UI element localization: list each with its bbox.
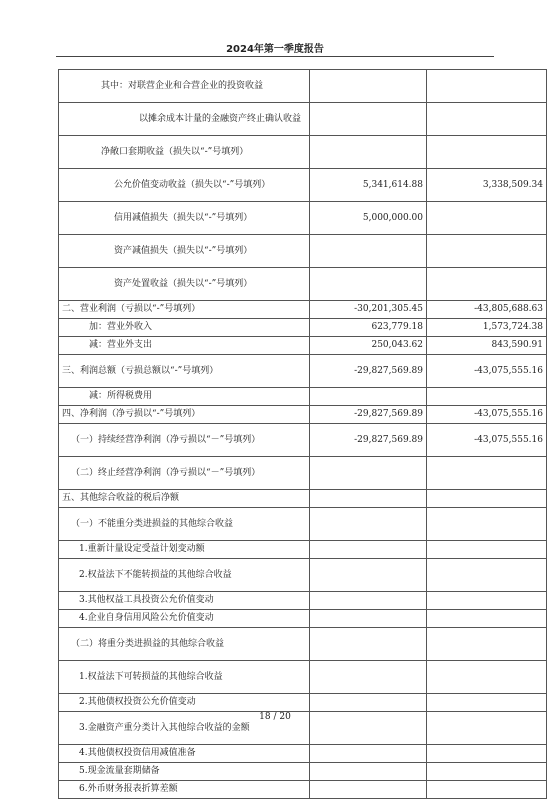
current-period-value: -29,827,569.89 (310, 355, 427, 388)
table-row (59, 301, 547, 319)
current-period-value: -29,827,569.89 (310, 424, 427, 457)
row-label: 净敞口套期收益（损失以“-”号填列） (59, 136, 310, 169)
table-row (59, 169, 547, 202)
row-label: 资产减值损失（损失以“-”号填列） (59, 235, 310, 268)
prior-period-value (427, 628, 547, 661)
prior-period-value (427, 745, 547, 763)
row-label: 资产处置收益（损失以“-”号填列） (59, 268, 310, 301)
table-row (59, 355, 547, 388)
current-period-value (310, 661, 427, 694)
current-period-value (310, 610, 427, 628)
prior-period-value (427, 490, 547, 508)
table-row (59, 661, 547, 694)
row-label: （二）将重分类进损益的其他综合收益 (59, 628, 310, 661)
row-label: 3.其他权益工具投资公允价值变动 (59, 592, 310, 610)
prior-period-value: -43,075,555.16 (427, 355, 547, 388)
current-period-value (310, 541, 427, 559)
current-period-value (310, 70, 427, 103)
prior-period-value (427, 661, 547, 694)
row-label: 减：营业外支出 (59, 337, 310, 355)
prior-period-value: -43,075,555.16 (427, 406, 547, 424)
table-row (59, 70, 547, 103)
table-row (59, 694, 547, 712)
current-period-value: 623,779.18 (310, 319, 427, 337)
current-period-value (310, 388, 427, 406)
row-label: 三、利润总额（亏损总额以“-”号填列） (59, 355, 310, 388)
prior-period-value (427, 592, 547, 610)
table-row (59, 457, 547, 490)
header-divider (56, 56, 494, 57)
current-period-value (310, 235, 427, 268)
prior-period-value (427, 508, 547, 541)
prior-period-value: 843,590.91 (427, 337, 547, 355)
table-row (59, 541, 547, 559)
prior-period-value (427, 136, 547, 169)
current-period-value (310, 592, 427, 610)
row-label: （一）不能重分类进损益的其他综合收益 (59, 508, 310, 541)
table-row (59, 508, 547, 541)
current-period-value (310, 694, 427, 712)
row-label: 2.其他债权投资公允价值变动 (59, 694, 310, 712)
prior-period-value: 1,573,724.38 (427, 319, 547, 337)
current-period-value (310, 457, 427, 490)
row-label: （一）持续经营净利润（净亏损以“－”号填列） (59, 424, 310, 457)
row-label: 5.现金流量套期储备 (59, 763, 310, 781)
row-label: 4.其他债权投资信用减值准备 (59, 745, 310, 763)
table-row (59, 781, 547, 799)
current-period-value: -30,201,305.45 (310, 301, 427, 319)
prior-period-value (427, 694, 547, 712)
row-label: 3.金融资产重分类计入其他综合收益的金额 (59, 712, 310, 745)
row-label: 2.权益法下不能转损益的其他综合收益 (59, 559, 310, 592)
row-label: 五、其他综合收益的税后净额 (59, 490, 310, 508)
current-period-value: 250,043.62 (310, 337, 427, 355)
prior-period-value (427, 268, 547, 301)
prior-period-value (427, 103, 547, 136)
prior-period-value (427, 610, 547, 628)
table-row (59, 136, 547, 169)
row-label: 加：营业外收入 (59, 319, 310, 337)
income-statement-table (58, 69, 547, 799)
row-label: 4.企业自身信用风险公允价值变动 (59, 610, 310, 628)
table-row (59, 406, 547, 424)
prior-period-value: 3,338,509.34 (427, 169, 547, 202)
prior-period-value (427, 202, 547, 235)
current-period-value (310, 490, 427, 508)
report-header-title: 2024年第一季度报告 (226, 44, 324, 55)
row-label: 以摊余成本计量的金融资产终止确认收益 (59, 103, 310, 136)
current-period-value: 5,000,000.00 (310, 202, 427, 235)
current-period-value (310, 781, 427, 799)
row-label: 四、净利润（净亏损以“-”号填列） (59, 406, 310, 424)
table-row (59, 745, 547, 763)
row-label: 公允价值变动收益（损失以“-”号填列） (59, 169, 310, 202)
row-label: 信用减值损失（损失以“-”号填列） (59, 202, 310, 235)
current-period-value (310, 268, 427, 301)
row-label: 6.外币财务报表折算差额 (59, 781, 310, 799)
table-row (59, 337, 547, 355)
prior-period-value (427, 781, 547, 799)
row-label: 二、营业利润（亏损以“-”号填列） (59, 301, 310, 319)
row-label: （二）终止经营净利润（净亏损以“－”号填列） (59, 457, 310, 490)
table-row (59, 268, 547, 301)
prior-period-value (427, 541, 547, 559)
row-label: 减：所得税费用 (59, 388, 310, 406)
page-number: 18 / 20 (259, 712, 291, 722)
table-row (59, 319, 547, 337)
table-row (59, 202, 547, 235)
current-period-value (310, 559, 427, 592)
table-row (59, 235, 547, 268)
prior-period-value: -43,805,688.63 (427, 301, 547, 319)
prior-period-value: -43,075,555.16 (427, 424, 547, 457)
current-period-value (310, 628, 427, 661)
table-row (59, 610, 547, 628)
row-label: 1.权益法下可转损益的其他综合收益 (59, 661, 310, 694)
table-row (59, 592, 547, 610)
table-row (59, 490, 547, 508)
prior-period-value (427, 457, 547, 490)
current-period-value: -29,827,569.89 (310, 406, 427, 424)
prior-period-value (427, 70, 547, 103)
current-period-value (310, 136, 427, 169)
row-label: 其中：对联营企业和合营企业的投资收益 (59, 70, 310, 103)
income-statement-body (59, 70, 547, 799)
prior-period-value (427, 235, 547, 268)
row-label: 1.重新计量设定受益计划变动额 (59, 541, 310, 559)
table-row (59, 103, 547, 136)
prior-period-value (427, 388, 547, 406)
current-period-value (310, 745, 427, 763)
current-period-value (310, 103, 427, 136)
table-row (59, 628, 547, 661)
table-row (59, 559, 547, 592)
table-row (59, 388, 547, 406)
current-period-value (310, 508, 427, 541)
table-row (59, 424, 547, 457)
prior-period-value (427, 559, 547, 592)
current-period-value: 5,341,614.88 (310, 169, 427, 202)
